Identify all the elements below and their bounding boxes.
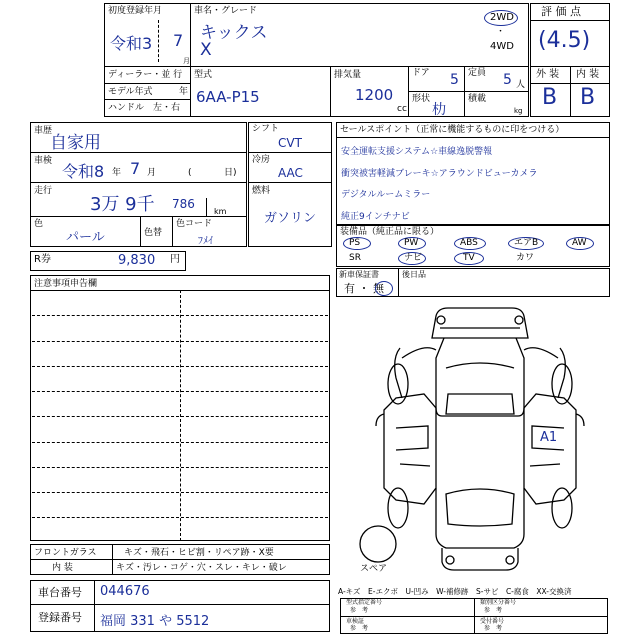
designation-divider bbox=[474, 598, 475, 634]
chassis-value: 044676 bbox=[100, 584, 150, 599]
model-designation-ref: 参 考 bbox=[350, 607, 369, 614]
inspection-label: 車検 bbox=[34, 156, 53, 166]
eval-divider bbox=[570, 66, 571, 117]
notes-line bbox=[32, 341, 328, 342]
damage-legend: A-キズ E-エクボ U-凹み W-補修跡 S-サビ C-腐食 XX-交換済 bbox=[338, 587, 572, 596]
color-code-value: ﾌﾒｲ bbox=[198, 236, 213, 247]
notes-line bbox=[32, 442, 328, 443]
name-grade-label: 車名・グレード bbox=[194, 6, 258, 16]
ac-value: AAC bbox=[278, 166, 303, 180]
type-label: 型式 bbox=[194, 70, 213, 80]
notes-title: 注意事項申告欄 bbox=[34, 279, 98, 289]
category-number-label: 類別区分番号 bbox=[480, 599, 517, 606]
spec-divider bbox=[248, 182, 332, 183]
color-value: パール bbox=[66, 230, 105, 245]
selling-points-title: セールスポイント（正常に機能するものに印をつける） bbox=[340, 125, 565, 135]
car-name: キックス bbox=[200, 23, 268, 43]
equip-aw: AW bbox=[572, 238, 587, 248]
equip-pw: PW bbox=[404, 238, 419, 248]
handle-label: ハンドル 左・右 bbox=[108, 103, 181, 113]
equip-ps: PS bbox=[349, 238, 361, 248]
equip-navi: ナビ bbox=[404, 253, 423, 263]
eval-score: (4.5) bbox=[538, 28, 591, 53]
exterior-label: 外 装 bbox=[536, 69, 560, 80]
inspection-month-unit: 月 bbox=[147, 168, 157, 178]
notes-line bbox=[32, 416, 328, 417]
spec-divider bbox=[248, 152, 332, 153]
color-label: 色 bbox=[34, 219, 44, 229]
notes-line bbox=[32, 467, 328, 468]
recycle-value: 9,830 bbox=[118, 253, 156, 268]
inspection-year-unit: 年 bbox=[112, 168, 122, 178]
recycle-unit: 円 bbox=[170, 254, 180, 265]
header-divider bbox=[330, 66, 331, 117]
displacement-value: 1200 bbox=[355, 86, 394, 104]
warranty-divider bbox=[398, 268, 399, 297]
load-label: 積載 bbox=[468, 94, 487, 104]
consign-number-ref: 参 考 bbox=[484, 625, 503, 632]
damage-mark-a1: A1 bbox=[540, 430, 558, 445]
notes-line bbox=[32, 492, 328, 493]
selling-point-2: 衝突被害軽減ブレーキ☆アラウンドビューカメラ bbox=[341, 169, 538, 179]
equip-airbag: エアB bbox=[514, 238, 539, 248]
capacity-label: 定員 bbox=[468, 68, 487, 78]
usage-value: 自家用 bbox=[50, 133, 101, 153]
glass-interior-label: 内 装 bbox=[52, 563, 73, 573]
reg-month-dashed bbox=[158, 20, 159, 62]
selling-point-3: デジタルルームミラー bbox=[341, 190, 431, 200]
header-divider bbox=[190, 66, 191, 117]
shape-label: 形状 bbox=[412, 94, 431, 104]
type-value: 6AA-P15 bbox=[196, 88, 260, 106]
capacity-unit: 人 bbox=[516, 80, 526, 90]
drive-4wd: 4WD bbox=[490, 41, 514, 52]
eval-divider bbox=[530, 20, 610, 21]
inspection-month: 7 bbox=[130, 159, 141, 178]
recycle-panel bbox=[30, 251, 186, 271]
chassis-label: 車台番号 bbox=[38, 586, 82, 599]
equip-sr: SR bbox=[349, 253, 361, 263]
front-glass-label: フロントガラス bbox=[34, 548, 97, 558]
selling-divider bbox=[336, 137, 610, 138]
reg-era-year: 令和3 bbox=[110, 34, 153, 53]
model-year-label: モデル年式 bbox=[108, 87, 153, 97]
color-code-label: 色コード bbox=[176, 219, 213, 229]
glass-divider bbox=[30, 559, 330, 560]
drive-dot: ・ bbox=[496, 27, 506, 37]
warranty-label: 新車保証書 bbox=[339, 270, 379, 279]
exterior-grade: B bbox=[542, 85, 558, 110]
glass-divider bbox=[112, 544, 113, 575]
notes-line bbox=[32, 366, 328, 367]
equipment-title: 装備品（純正品に限る） bbox=[340, 227, 440, 237]
recycle-label: R券 bbox=[34, 254, 51, 265]
header-divider bbox=[190, 3, 191, 66]
mileage-label: 走行 bbox=[34, 186, 53, 196]
inspection-era: 令和8 bbox=[62, 162, 105, 181]
equip-abs: ABS bbox=[460, 238, 478, 248]
notes-line bbox=[32, 391, 328, 392]
shift-value: CVT bbox=[278, 136, 302, 150]
notes-line bbox=[32, 315, 328, 316]
mileage-unit: km bbox=[214, 207, 227, 216]
plate-label: 登録番号 bbox=[38, 611, 82, 624]
front-glass-items: キズ・飛石・ヒビ割・リペア跡・X要 bbox=[124, 548, 274, 558]
fuel-label: 燃料 bbox=[252, 186, 271, 196]
vehicle-divider bbox=[140, 216, 141, 247]
dealer-label: ディーラー・並 行 bbox=[108, 70, 183, 80]
frame-divider bbox=[30, 604, 330, 605]
category-number-ref: 参 考 bbox=[484, 607, 503, 614]
drive-2wd: 2WD bbox=[490, 12, 514, 23]
header-divider bbox=[104, 83, 190, 84]
load-unit: kg bbox=[514, 107, 523, 115]
header-divider bbox=[408, 91, 529, 92]
displacement-label: 排気量 bbox=[334, 70, 362, 80]
selling-point-1: 安全運転支援システム☆車線逸脱警報 bbox=[341, 147, 493, 157]
equip-tv: TV bbox=[463, 253, 475, 263]
model-designation-label: 型式指定番号 bbox=[346, 599, 383, 606]
inspection-cert-ref: 参 考 bbox=[350, 625, 369, 632]
shift-label: シフト bbox=[252, 124, 280, 134]
reg-year-label: 初度登録年月 bbox=[108, 6, 163, 16]
inspection-cert-label: 車検証 bbox=[346, 618, 365, 625]
plate-value: 福岡 331 や 5512 bbox=[100, 614, 210, 629]
frame-divider bbox=[94, 580, 95, 632]
shape-value: 朸 bbox=[432, 102, 446, 118]
ac-label: 冷房 bbox=[252, 155, 271, 165]
after-item-label: 後日品 bbox=[402, 270, 426, 279]
eval-label: 評 価 点 bbox=[541, 5, 581, 18]
warranty-no-circle bbox=[375, 281, 393, 296]
interior-grade: B bbox=[580, 85, 596, 110]
model-year-unit: 年 bbox=[179, 87, 189, 97]
door-value: 5 bbox=[450, 72, 459, 88]
glass-interior-items: キズ・汚レ・コゲ・穴・スレ・キレ・破レ bbox=[116, 563, 287, 573]
fuel-value: ガソリン bbox=[264, 211, 317, 226]
capacity-value: 5 bbox=[503, 72, 512, 88]
inspection-day-unit: 日) bbox=[224, 168, 237, 178]
reg-month-unit: 月 bbox=[183, 57, 190, 65]
reg-month: 7 bbox=[173, 31, 184, 50]
consign-number-label: 受付番号 bbox=[480, 618, 505, 625]
car-damage-diagram bbox=[336, 298, 610, 588]
selling-point-4: 純正9インチナビ bbox=[341, 212, 410, 222]
mileage-small: 786 bbox=[172, 197, 195, 211]
vehicle-divider bbox=[30, 182, 247, 183]
door-label: ドア bbox=[412, 68, 430, 78]
vehicle-divider bbox=[172, 216, 173, 247]
interior-label: 内 装 bbox=[576, 69, 600, 80]
header-divider bbox=[104, 66, 529, 67]
mileage-value: 3万 9千 bbox=[90, 194, 155, 215]
spare-label: スペア bbox=[360, 564, 388, 574]
header-divider bbox=[104, 99, 190, 100]
inspection-paren: ( bbox=[188, 168, 192, 178]
displacement-unit: cc bbox=[397, 104, 407, 114]
usage-label: 車歴 bbox=[34, 126, 53, 136]
grade: X bbox=[200, 40, 212, 60]
color-change-label: 色替 bbox=[144, 228, 163, 238]
equip-leather: カワ bbox=[516, 253, 535, 263]
notes-line bbox=[32, 517, 328, 518]
warranty-value: 有 ・ 無 bbox=[344, 282, 384, 295]
